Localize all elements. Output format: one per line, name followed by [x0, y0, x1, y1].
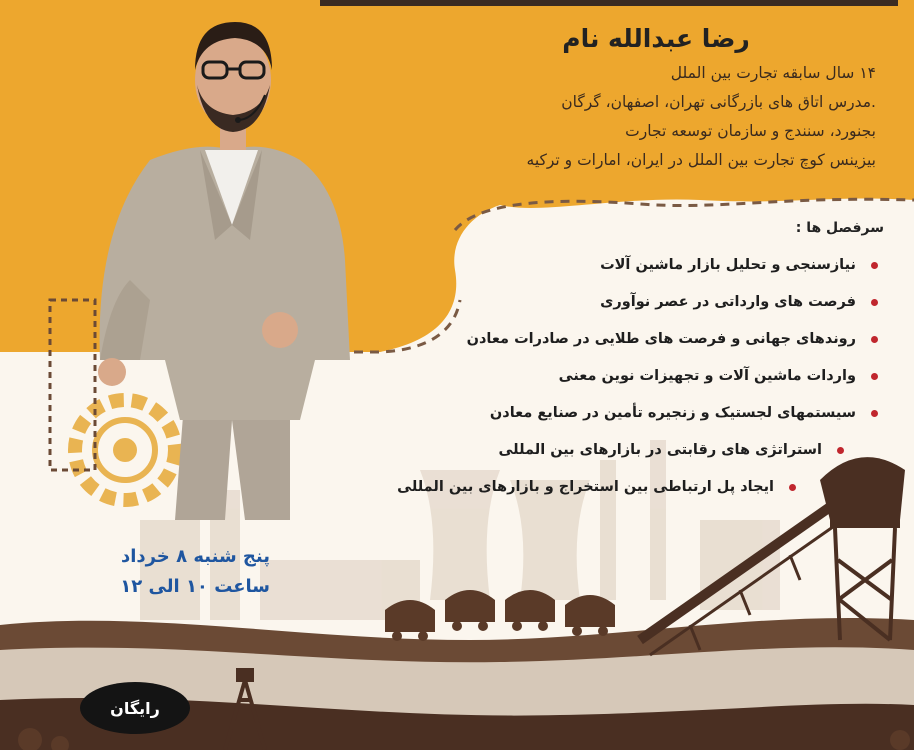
bio-line: بجنورد، سنندج و سازمان توسعه تجارت: [625, 122, 876, 140]
speaker-bio: [316, 24, 876, 175]
bullet-icon: [871, 373, 878, 380]
bullet-icon: [837, 447, 844, 454]
topic-item: [364, 400, 884, 437]
speaker-name: رضا عبدالله نام: [562, 24, 750, 53]
topic-label: استراتژی های رقابتی در بازارهای بین المللی: [498, 442, 822, 458]
topic-item: [364, 326, 884, 363]
topic-label: فرصت های وارداتی در عصر نوآوری: [600, 294, 856, 310]
event-datetime: [60, 542, 270, 602]
topic-label: سیستمهای لجستیک و زنجیره تأمین در صنایع معادن: [489, 405, 856, 421]
bullet-icon: [871, 299, 878, 306]
bio-line: بیزینس کوچ تجارت بین الملل در ایران، امارات و ترکیه: [526, 151, 876, 169]
bio-line: ۱۴ سال سابقه تجارت بین الملل: [670, 64, 876, 82]
bullet-icon: [871, 336, 878, 343]
bullet-icon: [789, 484, 796, 491]
topic-item: [364, 252, 884, 289]
event-date: پنج شنبه ۸ خرداد: [120, 546, 270, 567]
topic-item: [364, 437, 884, 474]
bullet-icon: [871, 262, 878, 269]
topics-title: سرفصل ها :: [795, 220, 884, 236]
topic-label: نیازسنجی و تحلیل بازار ماشین آلات: [600, 257, 856, 273]
bio-line: .مدرس اتاق های بازرگانی تهران، اصفهان، گرگان: [561, 93, 876, 111]
bullet-icon: [871, 410, 878, 417]
event-time: ساعت ۱۰ الی ۱۲: [120, 576, 270, 597]
topic-item: [364, 474, 884, 511]
topics-list: [364, 220, 884, 511]
topic-label: ایجاد پل ارتباطی بین استخراج و بازارهای بین المللی: [397, 479, 774, 495]
topic-label: روندهای جهانی و فرصت های طلایی در صادرات معادن: [466, 331, 856, 347]
topic-item: [364, 363, 884, 400]
free-badge: رایگان: [80, 682, 190, 734]
topic-item: [364, 289, 884, 326]
topic-label: واردات ماشین آلات و تجهیزات نوین معنی: [558, 368, 856, 384]
